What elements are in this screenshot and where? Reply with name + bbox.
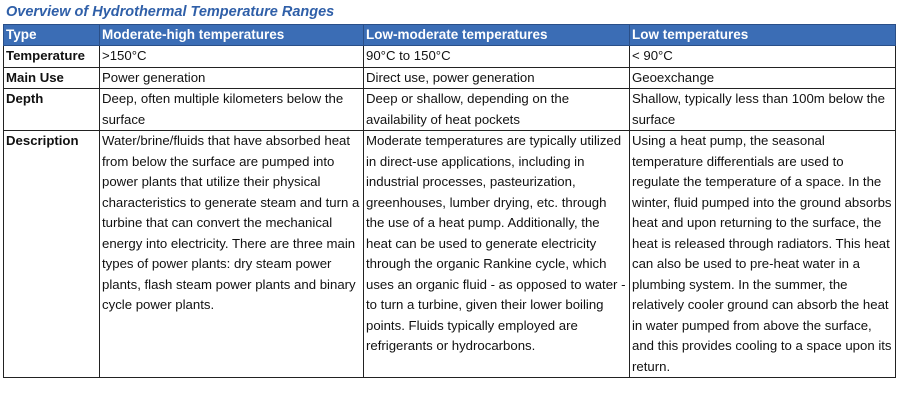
table-body xyxy=(4,46,896,378)
header-row xyxy=(4,25,896,46)
header-low: Low temperatures xyxy=(630,25,896,46)
table-row-main-use xyxy=(4,67,896,89)
table-row-description xyxy=(4,131,896,378)
table-title: Overview of Hydrothermal Temperature Ranges xyxy=(6,4,335,20)
header-moderate-high: Moderate-high temperatures xyxy=(100,25,364,46)
temperature-ranges-table xyxy=(3,24,896,378)
table-header xyxy=(4,25,896,46)
cell-main-use-low-moderate: Direct use, power generation xyxy=(364,67,630,89)
cell-temperature-low-moderate: 90°C to 150°C xyxy=(364,46,630,68)
row-label-description: Description xyxy=(4,131,100,378)
row-label-main-use: Main Use xyxy=(4,67,100,89)
cell-main-use-moderate-high: Power generation xyxy=(100,67,364,89)
cell-description-low-moderate: Moderate temperatures are typically utilized in direct-use applications, including in industrial processes, pasteurization, greenhouses, lumber drying, etc. through the use of a heat pump. Additionally, the heat can be used to generate electricity through the organic Rankine cycle, which uses an organic fluid - as opposed to water - to turn a turbine, given their lower boiling points. Fluids typically employed are refrigerants or hydrocarbons. xyxy=(364,131,630,378)
cell-temperature-low: < 90°C xyxy=(630,46,896,68)
cell-description-moderate-high: Water/brine/fluids that have absorbed heat from below the surface are pumped into power plants that utilize their physical characteristics to generate steam and turn a turbine that can convert the mechanical energy into electricity. There are three main types of power plants: dry steam power plants, flash steam power plants and binary cycle power plants. xyxy=(100,131,364,378)
row-label-depth: Depth xyxy=(4,89,100,131)
cell-main-use-low: Geoexchange xyxy=(630,67,896,89)
row-label-temperature: Temperature xyxy=(4,46,100,68)
header-type: Type xyxy=(4,25,100,46)
header-low-moderate: Low-moderate temperatures xyxy=(364,25,630,46)
cell-description-low: Using a heat pump, the seasonal temperature differentials are used to regulate the temperature of a space. In the winter, fluid pumped into the ground absorbs heat and upon returning to the surface, the heat is released through radiators. This heat can also be used to pre-heat water in a plumbing system. In the summer, the relatively cooler ground can absorb the heat in water pumped from above the surface, and this provides cooling to a space upon its return. xyxy=(630,131,896,378)
cell-temperature-moderate-high: >150°C xyxy=(100,46,364,68)
cell-depth-low: Shallow, typically less than 100m below the surface xyxy=(630,89,896,131)
table-row-depth xyxy=(4,89,896,131)
cell-depth-low-moderate: Deep or shallow, depending on the availability of heat pockets xyxy=(364,89,630,131)
cell-depth-moderate-high: Deep, often multiple kilometers below the surface xyxy=(100,89,364,131)
table-row-temperature xyxy=(4,46,896,68)
